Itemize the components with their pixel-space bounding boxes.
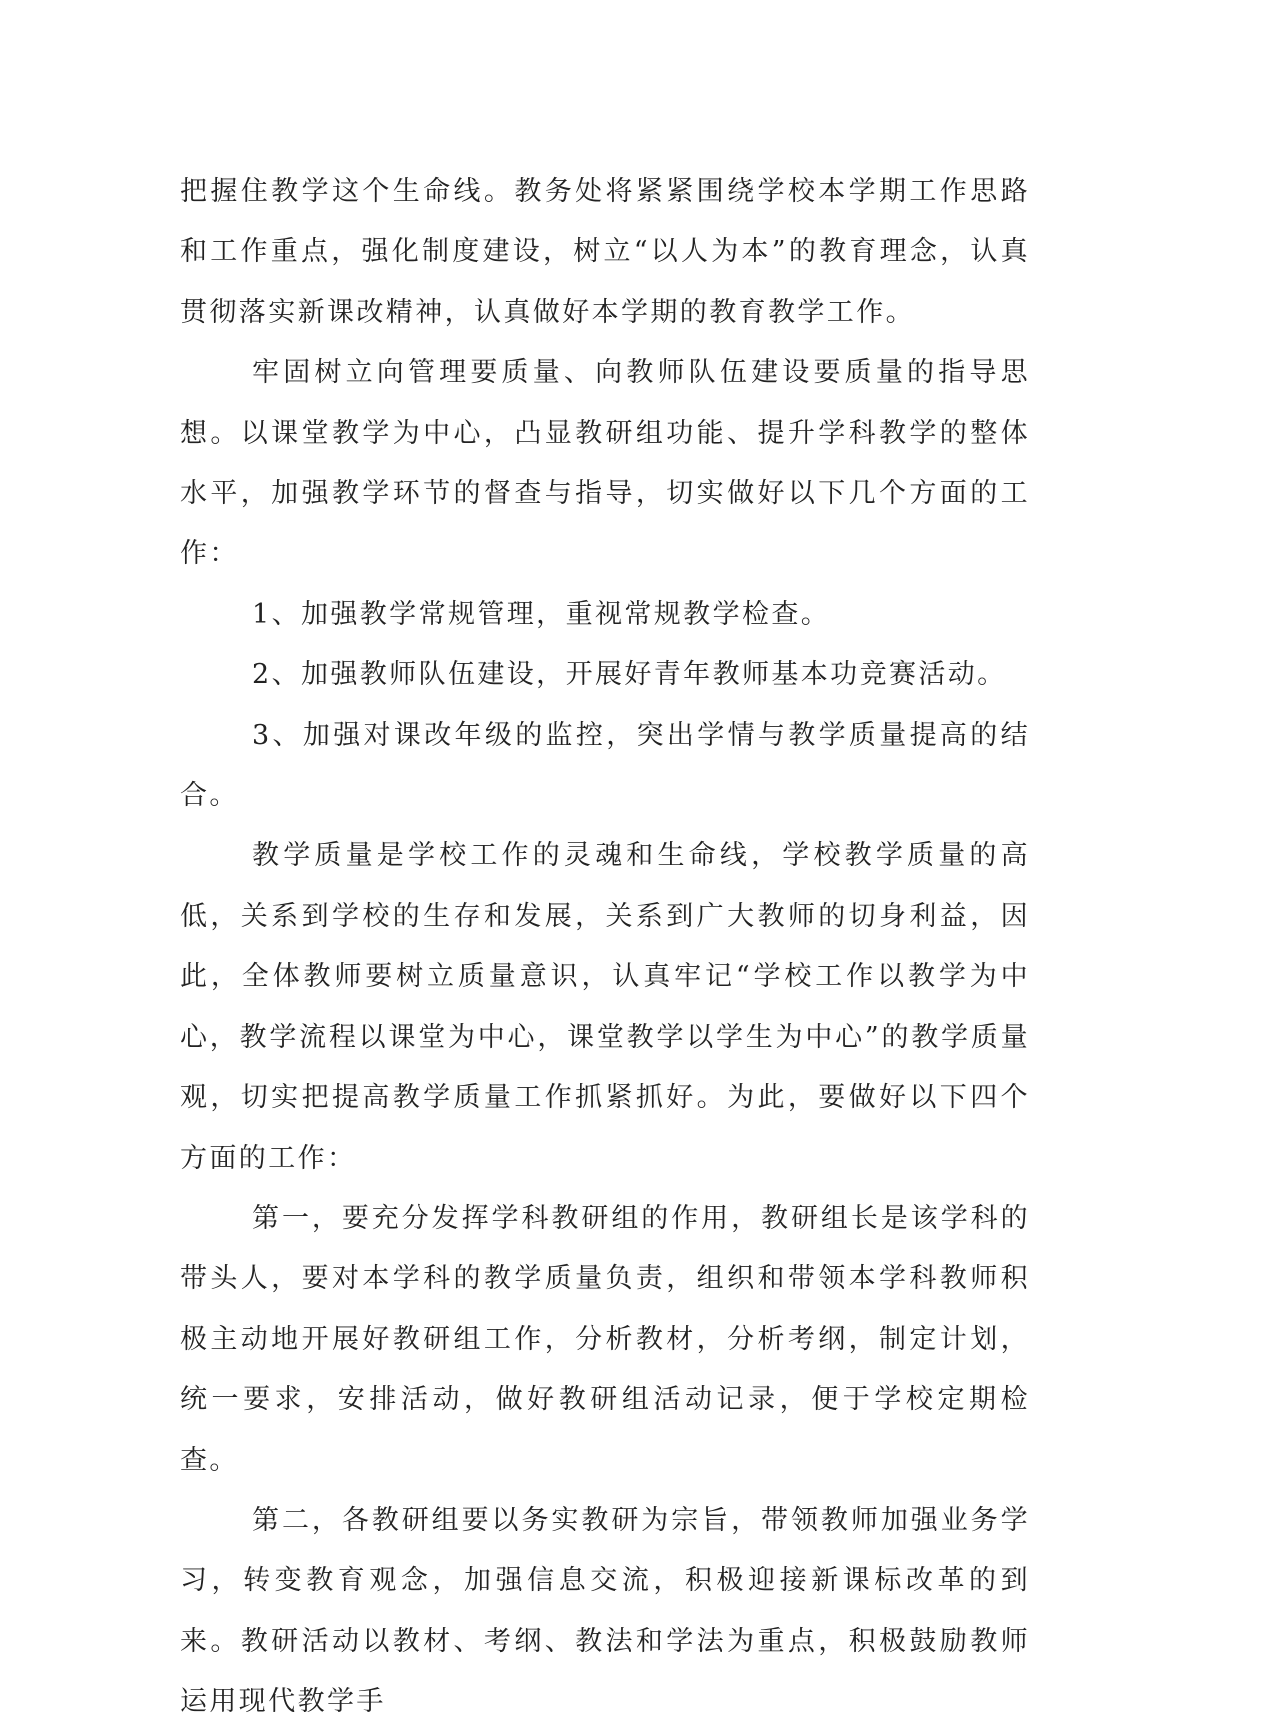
document-body [180,162,1030,1733]
paragraph-4: 第一，要充分发挥学科教研组的作用，教研组长是该学科的带头人，要对本学科的教学质量负责，组织和带领本学科教师积极主动地开展好教研组工作，分析教材，分析考纲，制定计划，统一要求，安排活动，做好教研组活动记录，便于学校定期检查。 [180,1202,1030,1476]
paragraph-1: 把握住教学这个生命线。教务处将紧紧围绕学校本学期工作思路和工作重点，强化制度建设，树立“以人为本”的教育理念，认真贯彻落实新课改精神，认真做好本学期的教育教学工作。 [180,176,1030,328]
paragraph-5: 第二，各教研组要以务实教研为宗旨，带领教师加强业务学习，转变教育观念，加强信息交流，积极迎接新课标改革的到来。教研活动以教材、考纲、教法和学法为重点，积极鼓励教师运用现代教学手 [180,1504,1030,1718]
paragraph-3: 教学质量是学校工作的灵魂和生命线，学校教学质量的高低，关系到学校的生存和发展，关系到广大教师的切身利益，因此，全体教师要树立质量意识，认真牢记“学校工作以教学为中心，教学流程以课堂为中心，课堂教学以学生为中心”的教学质量观，切实把提高教学质量工作抓紧抓好。为此，要做好以下四个方面的工作： [180,840,1030,1174]
list-item-1: 1、加强教学常规管理，重视常规教学检查。 [252,598,831,630]
list-item-2: 2、加强教师队伍建设，开展好青年教师基本功竞赛活动。 [252,659,1007,691]
paragraph-2: 牢固树立向管理要质量、向教师队伍建设要质量的指导思想。以课堂教学为中心，凸显教研组功能、提升学科教学的整体水平，加强教学环节的督查与指导，切实做好以下几个方面的工作： [180,357,1030,570]
list-item-3: 3、加强对课改年级的监控，突出学情与教学质量提高的结合。 [180,719,1030,812]
